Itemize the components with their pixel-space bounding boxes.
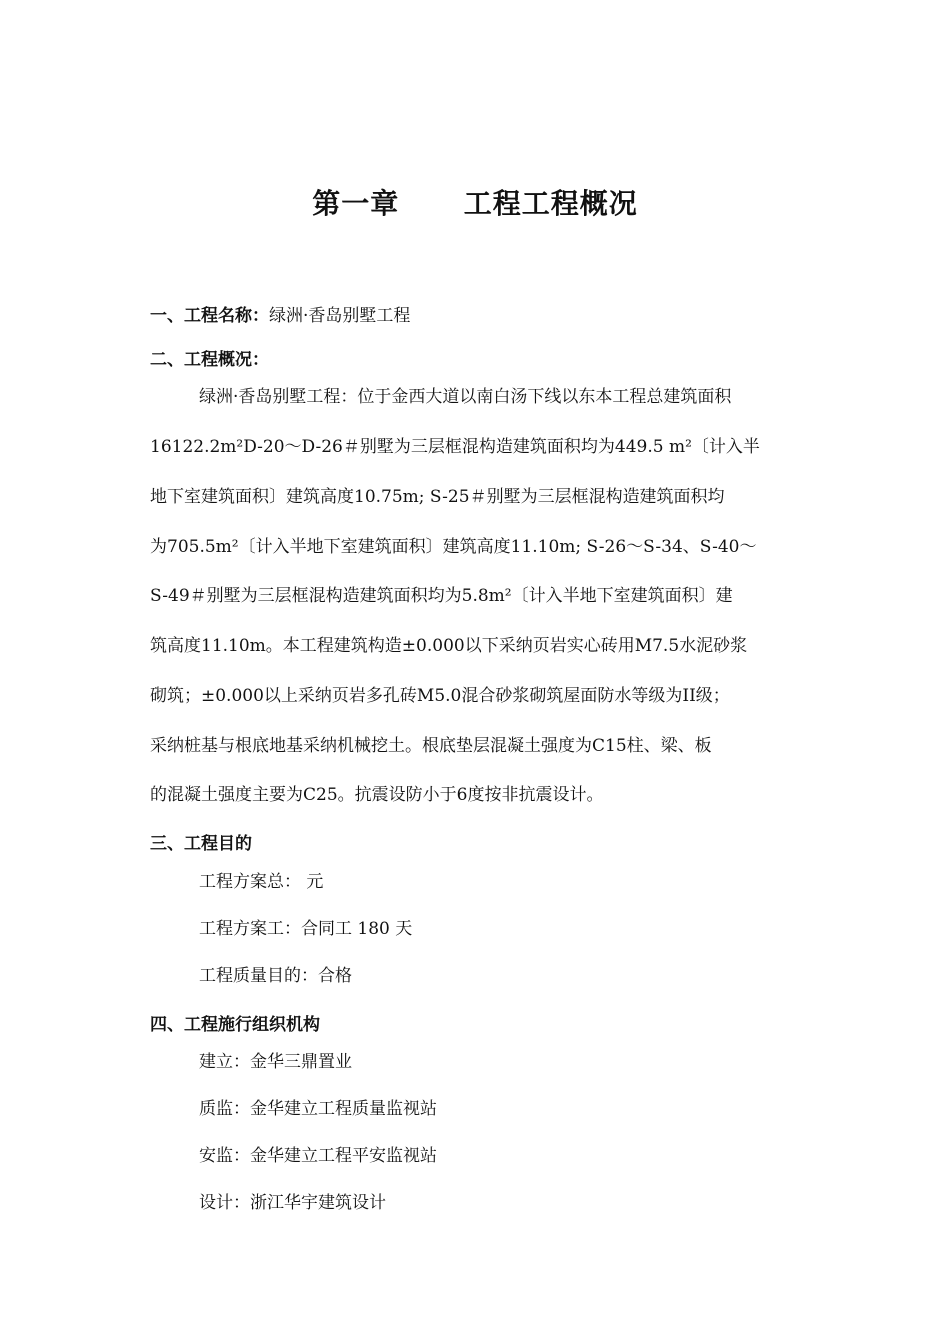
organization-item: 质监：金华建立工程质量监视站 xyxy=(199,1099,437,1119)
target-item: 工程方案总： 元 xyxy=(199,872,324,892)
section-heading-targets: 三、工程目的 xyxy=(150,834,252,854)
paragraph-line: 砌筑；±0.000以上采纳页岩多孔砖M5.0混合砂浆砌筑屋面防水等级为II级； xyxy=(150,686,730,706)
paragraph-line: 16122.2m²D-20～D-26＃别墅为三层框混构造建筑面积均为449.5 m²〔计入半 xyxy=(150,437,760,457)
paragraph-line: 地下室建筑面积〕建筑高度10.75m; S-25＃别墅为三层框混构造建筑面积均 xyxy=(150,487,725,507)
section-heading-overview: 二、工程概况： xyxy=(150,350,269,370)
paragraph-line: S-49＃别墅为三层框混构造建筑面积均为5.8m²〔计入半地下室建筑面积〕建 xyxy=(150,586,733,606)
organization-item: 设计：浙江华宇建筑设计 xyxy=(199,1193,386,1213)
section-heading: 一、工程名称： xyxy=(150,306,269,326)
paragraph-line: 绿洲·香岛别墅工程：位于金西大道以南白汤下线以东本工程总建筑面积 xyxy=(199,387,732,407)
paragraph-line: 的混凝土强度主要为C25。抗震设防小于6度按非抗震设计。 xyxy=(150,785,604,805)
section-project-name xyxy=(150,301,410,326)
organization-item: 建立：金华三鼎置业 xyxy=(199,1052,352,1072)
target-item: 工程方案工：合同工 180 天 xyxy=(199,919,413,939)
project-name-value: 绿洲·香岛别墅工程 xyxy=(269,306,411,326)
organization-item: 安监：金华建立工程平安监视站 xyxy=(199,1146,437,1166)
paragraph-line: 采纳桩基与根底地基采纳机械挖土。根底垫层混凝土强度为C15柱、梁、板 xyxy=(150,736,712,756)
paragraph-line: 筑高度11.10m。本工程建筑构造±0.000以下采纳页岩实心砖用M7.5水泥砂浆 xyxy=(150,636,748,656)
target-item: 工程质量目的：合格 xyxy=(199,966,352,986)
paragraph-line: 为705.5m²〔计入半地下室建筑面积〕建筑高度11.10m; S-26～S-34、S-40～ xyxy=(150,537,757,557)
chapter-title: 第一章 工程工程概况 xyxy=(312,187,638,220)
section-heading-organization: 四、工程施行组织机构 xyxy=(150,1015,320,1035)
